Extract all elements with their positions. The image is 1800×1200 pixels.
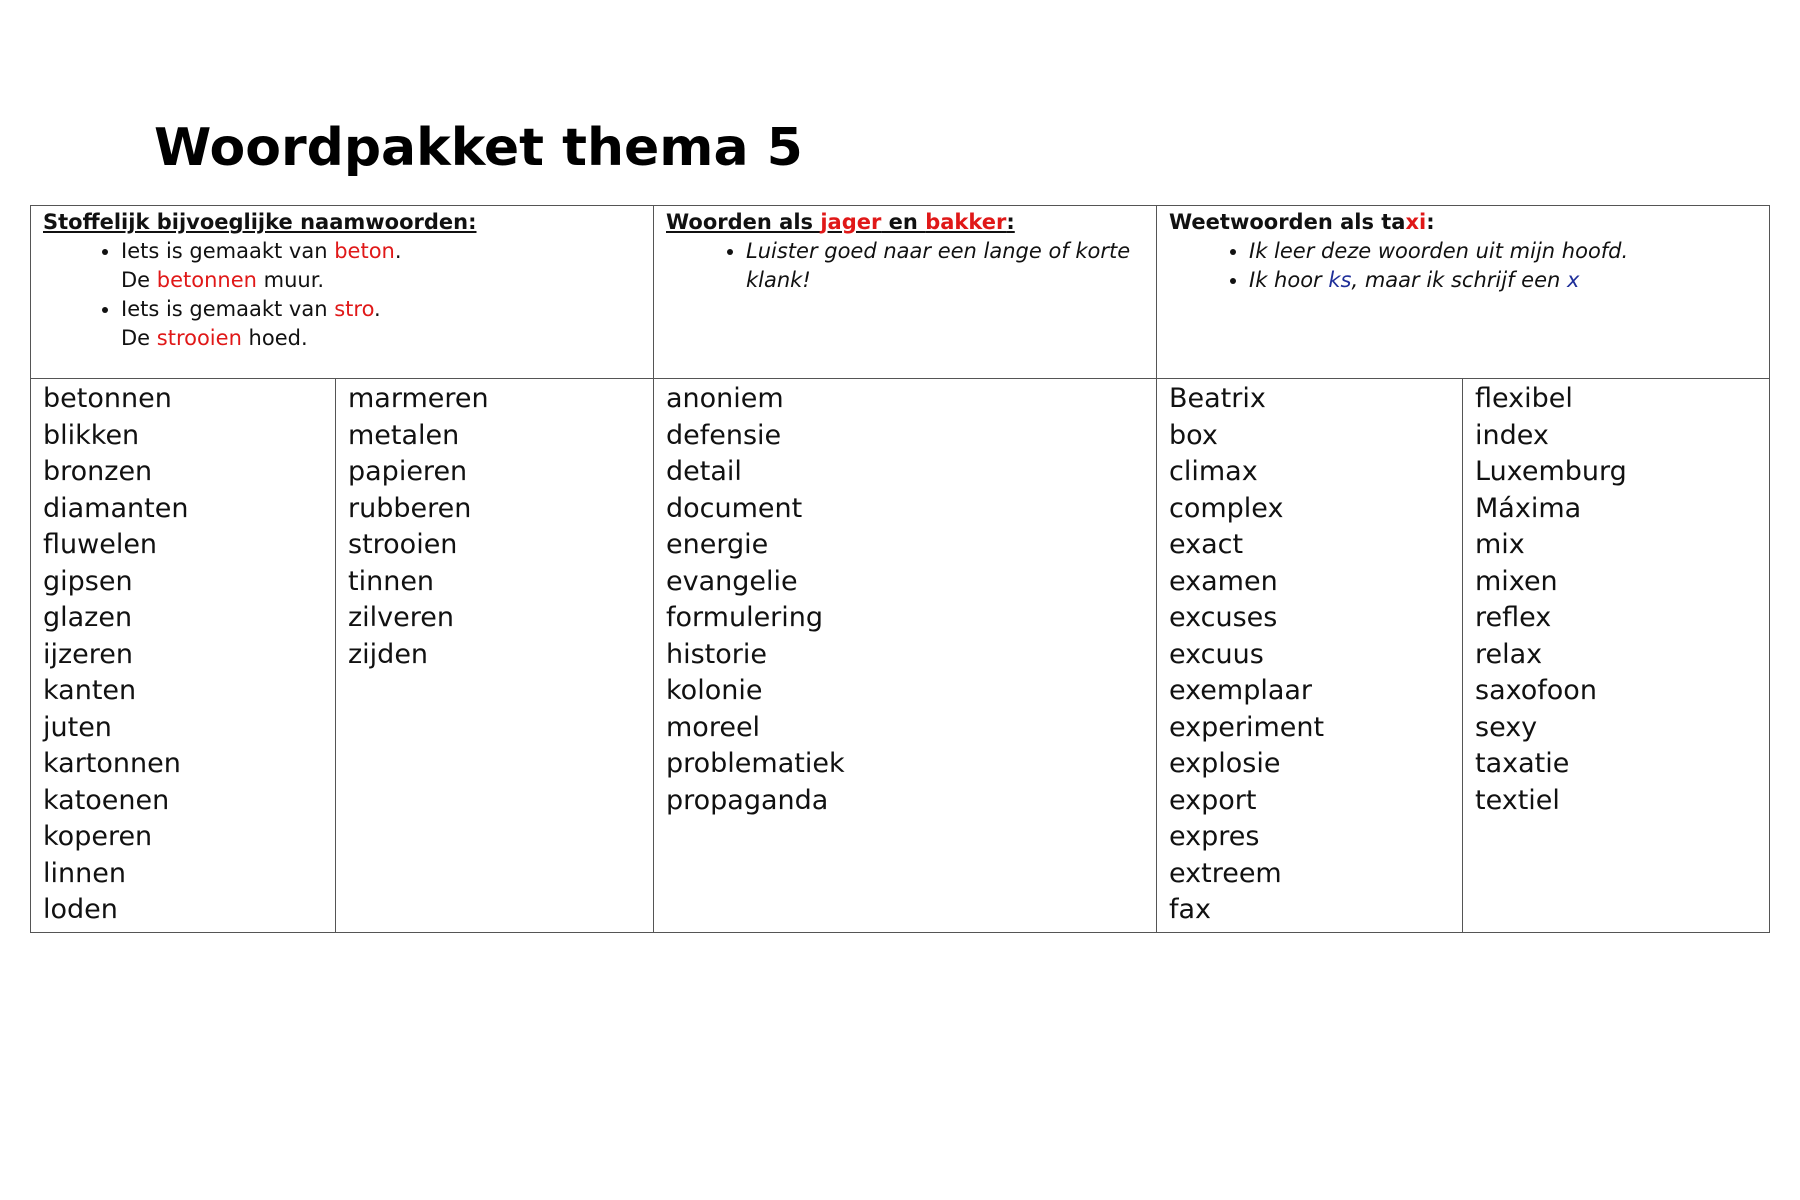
word-column-1 [31,379,336,933]
word-item: expres [1169,821,1260,852]
section-jager-header [654,206,1157,379]
red-word: jager [820,210,882,234]
word-item: extreem [1169,857,1282,889]
bullet-text: . [374,297,381,321]
red-word: betonnen [156,268,257,292]
word-item: complex [1169,492,1284,524]
word-item: index [1475,419,1549,451]
word-item: kanten [43,675,137,706]
bullet-text: Iets is gemaakt van [121,297,335,321]
word-item: moreel [666,711,761,743]
word-item: Beatrix [1169,383,1266,414]
word-item: problematiek [666,748,845,779]
word-column-4 [1157,379,1463,933]
materials-bullet-beton [121,237,643,295]
word-list-5 [1475,381,1759,819]
word-item: katoenen [43,784,170,816]
word-table [30,205,1770,933]
word-item: formulering [666,602,824,633]
word-list-4 [1169,381,1452,929]
section-materials-heading: Stoffelijk bijvoeglijke naamwoorden: [43,210,477,234]
word-item: ijzeren [43,638,134,670]
section-taxi-header [1157,206,1770,379]
word-item: experiment [1169,711,1325,743]
word-item: strooien [348,529,458,560]
word-item: mix [1475,529,1525,560]
word-list-3 [666,381,1146,819]
taxi-bullet-ks [1249,266,1759,295]
word-item: historie [666,638,767,670]
word-list-2 [348,381,643,673]
red-word: beton [334,239,395,263]
word-column-5 [1463,379,1770,933]
word-item: excuus [1169,638,1264,670]
heading-text: Woorden als [666,210,821,234]
word-item: saxofoon [1475,675,1597,706]
word-item: gipsen [43,565,133,597]
word-item: box [1169,419,1218,451]
word-item: relax [1475,638,1543,670]
word-item: anoniem [666,383,784,414]
heading-text: : [1006,210,1015,234]
word-item: climax [1169,456,1258,487]
heading-text: : [1426,210,1435,234]
word-item: evangelie [666,565,798,597]
red-letter: i [1419,210,1427,234]
word-item: flexibel [1475,383,1573,414]
red-word: strooien [156,326,242,350]
word-item: metalen [348,419,460,451]
word-item: zilveren [348,602,454,633]
bullet-text: hoed. [241,326,308,350]
word-item: sexy [1475,711,1538,743]
word-item: marmeren [348,383,489,414]
word-column-3 [654,379,1157,933]
word-item: propaganda [666,784,829,816]
bullet-text: Iets is gemaakt van [121,239,335,263]
word-item: examen [1169,565,1278,597]
word-item: textiel [1475,784,1560,816]
word-item: zijden [348,638,429,670]
heading-text: Weetwoorden als ta [1169,210,1406,234]
word-item: glazen [43,602,133,633]
word-item: koperen [43,821,153,852]
word-item: exemplaar [1169,675,1313,706]
section-materials-header [31,206,654,379]
section-materials-bullets [43,237,643,353]
word-item: linnen [43,857,126,889]
section-jager-heading [666,208,1146,237]
word-item: tinnen [348,565,435,597]
word-item: Máxima [1475,492,1582,524]
word-item: kartonnen [43,748,181,779]
word-item: mixen [1475,565,1558,597]
blue-letters: ks [1328,268,1352,292]
word-item: defensie [666,419,782,451]
word-item: loden [43,894,118,925]
word-item: blikken [43,419,140,451]
words-row [31,379,1770,933]
word-item: kolonie [666,675,763,706]
section-taxi-bullets [1169,237,1759,295]
red-letter: x [1405,210,1420,234]
word-item: bronzen [43,456,153,487]
word-item: rubberen [348,492,472,524]
word-item: detail [666,456,742,487]
word-item: betonnen [43,383,172,414]
bullet-text: De [121,326,157,350]
bullet-text: De [121,268,157,292]
bullet-text: Ik hoor [1249,268,1329,292]
red-word: bakker [925,210,1007,234]
word-item: Luxemburg [1475,456,1627,487]
section-jager-bullets [666,237,1146,295]
word-item: exact [1169,529,1244,560]
materials-bullet-stro [121,295,643,353]
word-item: explosie [1169,748,1281,779]
bullet-text: , maar ik schrijf een [1351,268,1567,292]
word-column-2 [336,379,654,933]
word-item: taxatie [1475,748,1570,779]
bullet-text: muur. [256,268,325,292]
jager-bullet-listen: • Luister goed naar een lange of korte klank! [746,237,1146,295]
header-row [31,206,1770,379]
word-item: energie [666,529,769,560]
blue-letters: x [1567,268,1580,292]
word-item: excuses [1169,602,1278,633]
bullet-text: . [394,239,402,263]
word-item: juten [43,711,112,743]
word-item: document [666,492,803,524]
word-item: fluwelen [43,529,158,560]
word-list-1 [43,381,325,929]
word-item: reflex [1475,602,1552,633]
taxi-bullet-learn: • Ik leer deze woorden uit mijn hoofd. [1249,237,1759,266]
section-taxi-heading [1169,208,1759,237]
word-item: fax [1169,894,1212,925]
page-title: Woordpakket thema 5 [154,118,803,178]
word-item: diamanten [43,492,189,524]
word-item: export [1169,784,1257,816]
word-item: papieren [348,456,468,487]
heading-text: en [881,210,926,234]
red-word: stro [334,297,375,321]
